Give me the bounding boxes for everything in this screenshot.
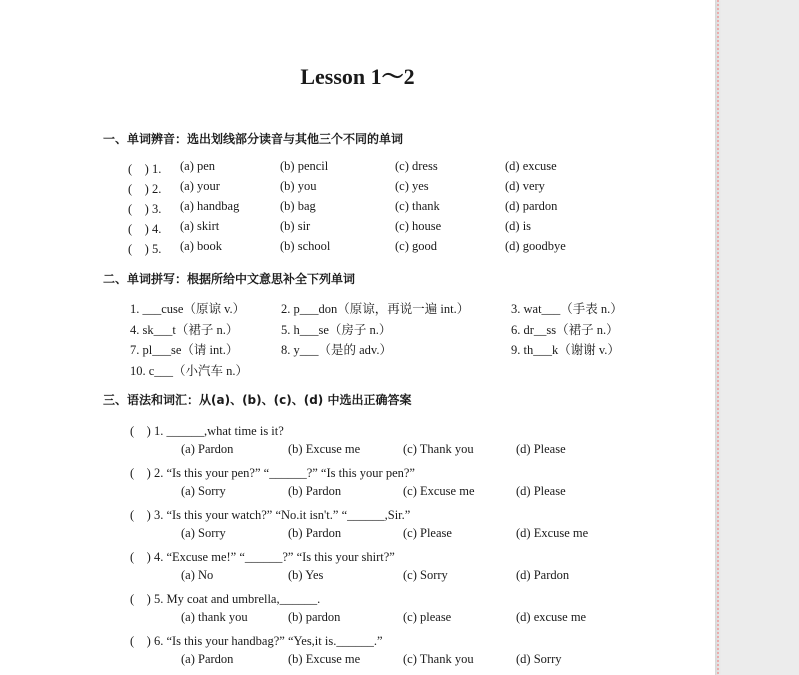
option-a: (a) Sorry bbox=[181, 484, 226, 498]
option-b: (b) pencil bbox=[280, 159, 329, 173]
option-c: (c) Sorry bbox=[403, 568, 448, 582]
s2-blank-item: 7. pl___se（请 int.） bbox=[130, 343, 239, 357]
option-b: (b) Pardon bbox=[288, 526, 342, 540]
option-a: (a) your bbox=[180, 179, 220, 193]
page-edge-guide bbox=[717, 0, 719, 675]
s1-item-number: ( ) 3. bbox=[128, 202, 162, 216]
s2-blank-item: 8. y___（是的 adv.） bbox=[281, 343, 392, 357]
option-a: (a) Pardon bbox=[181, 652, 234, 666]
question-text: ( ) 5. My coat and umbrella,______. bbox=[130, 592, 321, 606]
option-c: (c) please bbox=[403, 610, 452, 624]
s1-item-number: ( ) 2. bbox=[128, 182, 162, 196]
option-d: (d) excuse bbox=[505, 159, 557, 173]
option-c: (c) Thank you bbox=[403, 652, 474, 666]
option-b: (b) Excuse me bbox=[288, 652, 361, 666]
option-a: (a) thank you bbox=[181, 610, 248, 624]
option-a: (a) pen bbox=[180, 159, 216, 173]
option-d: (d) goodbye bbox=[505, 239, 566, 253]
option-d: (d) pardon bbox=[505, 199, 558, 213]
s2-blank-item: 2. p___don（原谅，再说一遍 int.） bbox=[281, 302, 470, 316]
option-b: (b) Excuse me bbox=[288, 442, 361, 456]
s1-item-number: ( ) 5. bbox=[128, 242, 162, 256]
s2-blank-item: 3. wat___（手表 n.） bbox=[511, 302, 623, 316]
section3-heading: 三、语法和词汇：从(a)、(b)、(c)、(d) 中选出正确答案 bbox=[103, 393, 412, 407]
option-d: (d) Please bbox=[516, 442, 566, 456]
option-d: (d) Excuse me bbox=[516, 526, 589, 540]
s2-blank-item: 10. c___（小汽车 n.） bbox=[130, 364, 249, 378]
option-d: (d) very bbox=[505, 179, 545, 193]
option-b: (b) bag bbox=[280, 199, 316, 213]
option-c: (c) yes bbox=[395, 179, 429, 193]
option-a: (a) handbag bbox=[180, 199, 240, 213]
option-c: (c) Thank you bbox=[403, 442, 474, 456]
option-a: (a) book bbox=[180, 239, 222, 253]
option-b: (b) you bbox=[280, 179, 317, 193]
s2-blank-item: 5. h___se（房子 n.） bbox=[281, 323, 392, 337]
option-b: (b) school bbox=[280, 239, 331, 253]
option-c: (c) Please bbox=[403, 526, 452, 540]
s2-blank-item: 4. sk___t（裙子 n.） bbox=[130, 323, 239, 337]
section1-heading: 一、单词辨音：选出划线部分读音与其他三个不同的单词 bbox=[103, 132, 404, 146]
option-b: (b) sir bbox=[280, 219, 311, 233]
option-b: (b) Yes bbox=[288, 568, 324, 582]
option-a: (a) No bbox=[181, 568, 214, 582]
option-b: (b) pardon bbox=[288, 610, 341, 624]
question-text: ( ) 2. “Is this your pen?” “______?” “Is this your pen?” bbox=[130, 466, 415, 480]
option-d: (d) Pardon bbox=[516, 568, 570, 582]
question-text: ( ) 3. “Is this your watch?” “No.it isn't.” “______,Sir.” bbox=[130, 508, 411, 522]
s2-blank-item: 6. dr__ss（裙子 n.） bbox=[511, 323, 619, 337]
option-a: (a) Pardon bbox=[181, 442, 234, 456]
option-b: (b) Pardon bbox=[288, 484, 342, 498]
option-d: (d) Please bbox=[516, 484, 566, 498]
question-text: ( ) 1. ______,what time is it? bbox=[130, 424, 284, 438]
option-c: (c) house bbox=[395, 219, 442, 233]
s2-blank-item: 1. ___cuse（原谅 v.） bbox=[130, 302, 246, 316]
option-c: (c) thank bbox=[395, 199, 440, 213]
s2-blank-item: 9. th___k（谢谢 v.） bbox=[511, 343, 620, 357]
option-d: (d) Sorry bbox=[516, 652, 562, 666]
lesson-title: Lesson 1～2 bbox=[300, 64, 415, 89]
s1-item-number: ( ) 1. bbox=[128, 162, 162, 176]
option-d: (d) is bbox=[505, 219, 532, 233]
option-d: (d) excuse me bbox=[516, 610, 587, 624]
question-text: ( ) 6. “Is this your handbag?” “Yes,it is.______.” bbox=[130, 634, 383, 648]
section2-heading: 二、单词拼写：根据所给中文意思补全下列单词 bbox=[103, 272, 356, 286]
option-a: (a) Sorry bbox=[181, 526, 226, 540]
option-c: (c) good bbox=[395, 239, 437, 253]
option-c: (c) dress bbox=[395, 159, 438, 173]
option-c: (c) Excuse me bbox=[403, 484, 475, 498]
option-a: (a) skirt bbox=[180, 219, 220, 233]
question-text: ( ) 4. “Excuse me!” “______?” “Is this your shirt?” bbox=[130, 550, 395, 564]
s1-item-number: ( ) 4. bbox=[128, 222, 162, 236]
